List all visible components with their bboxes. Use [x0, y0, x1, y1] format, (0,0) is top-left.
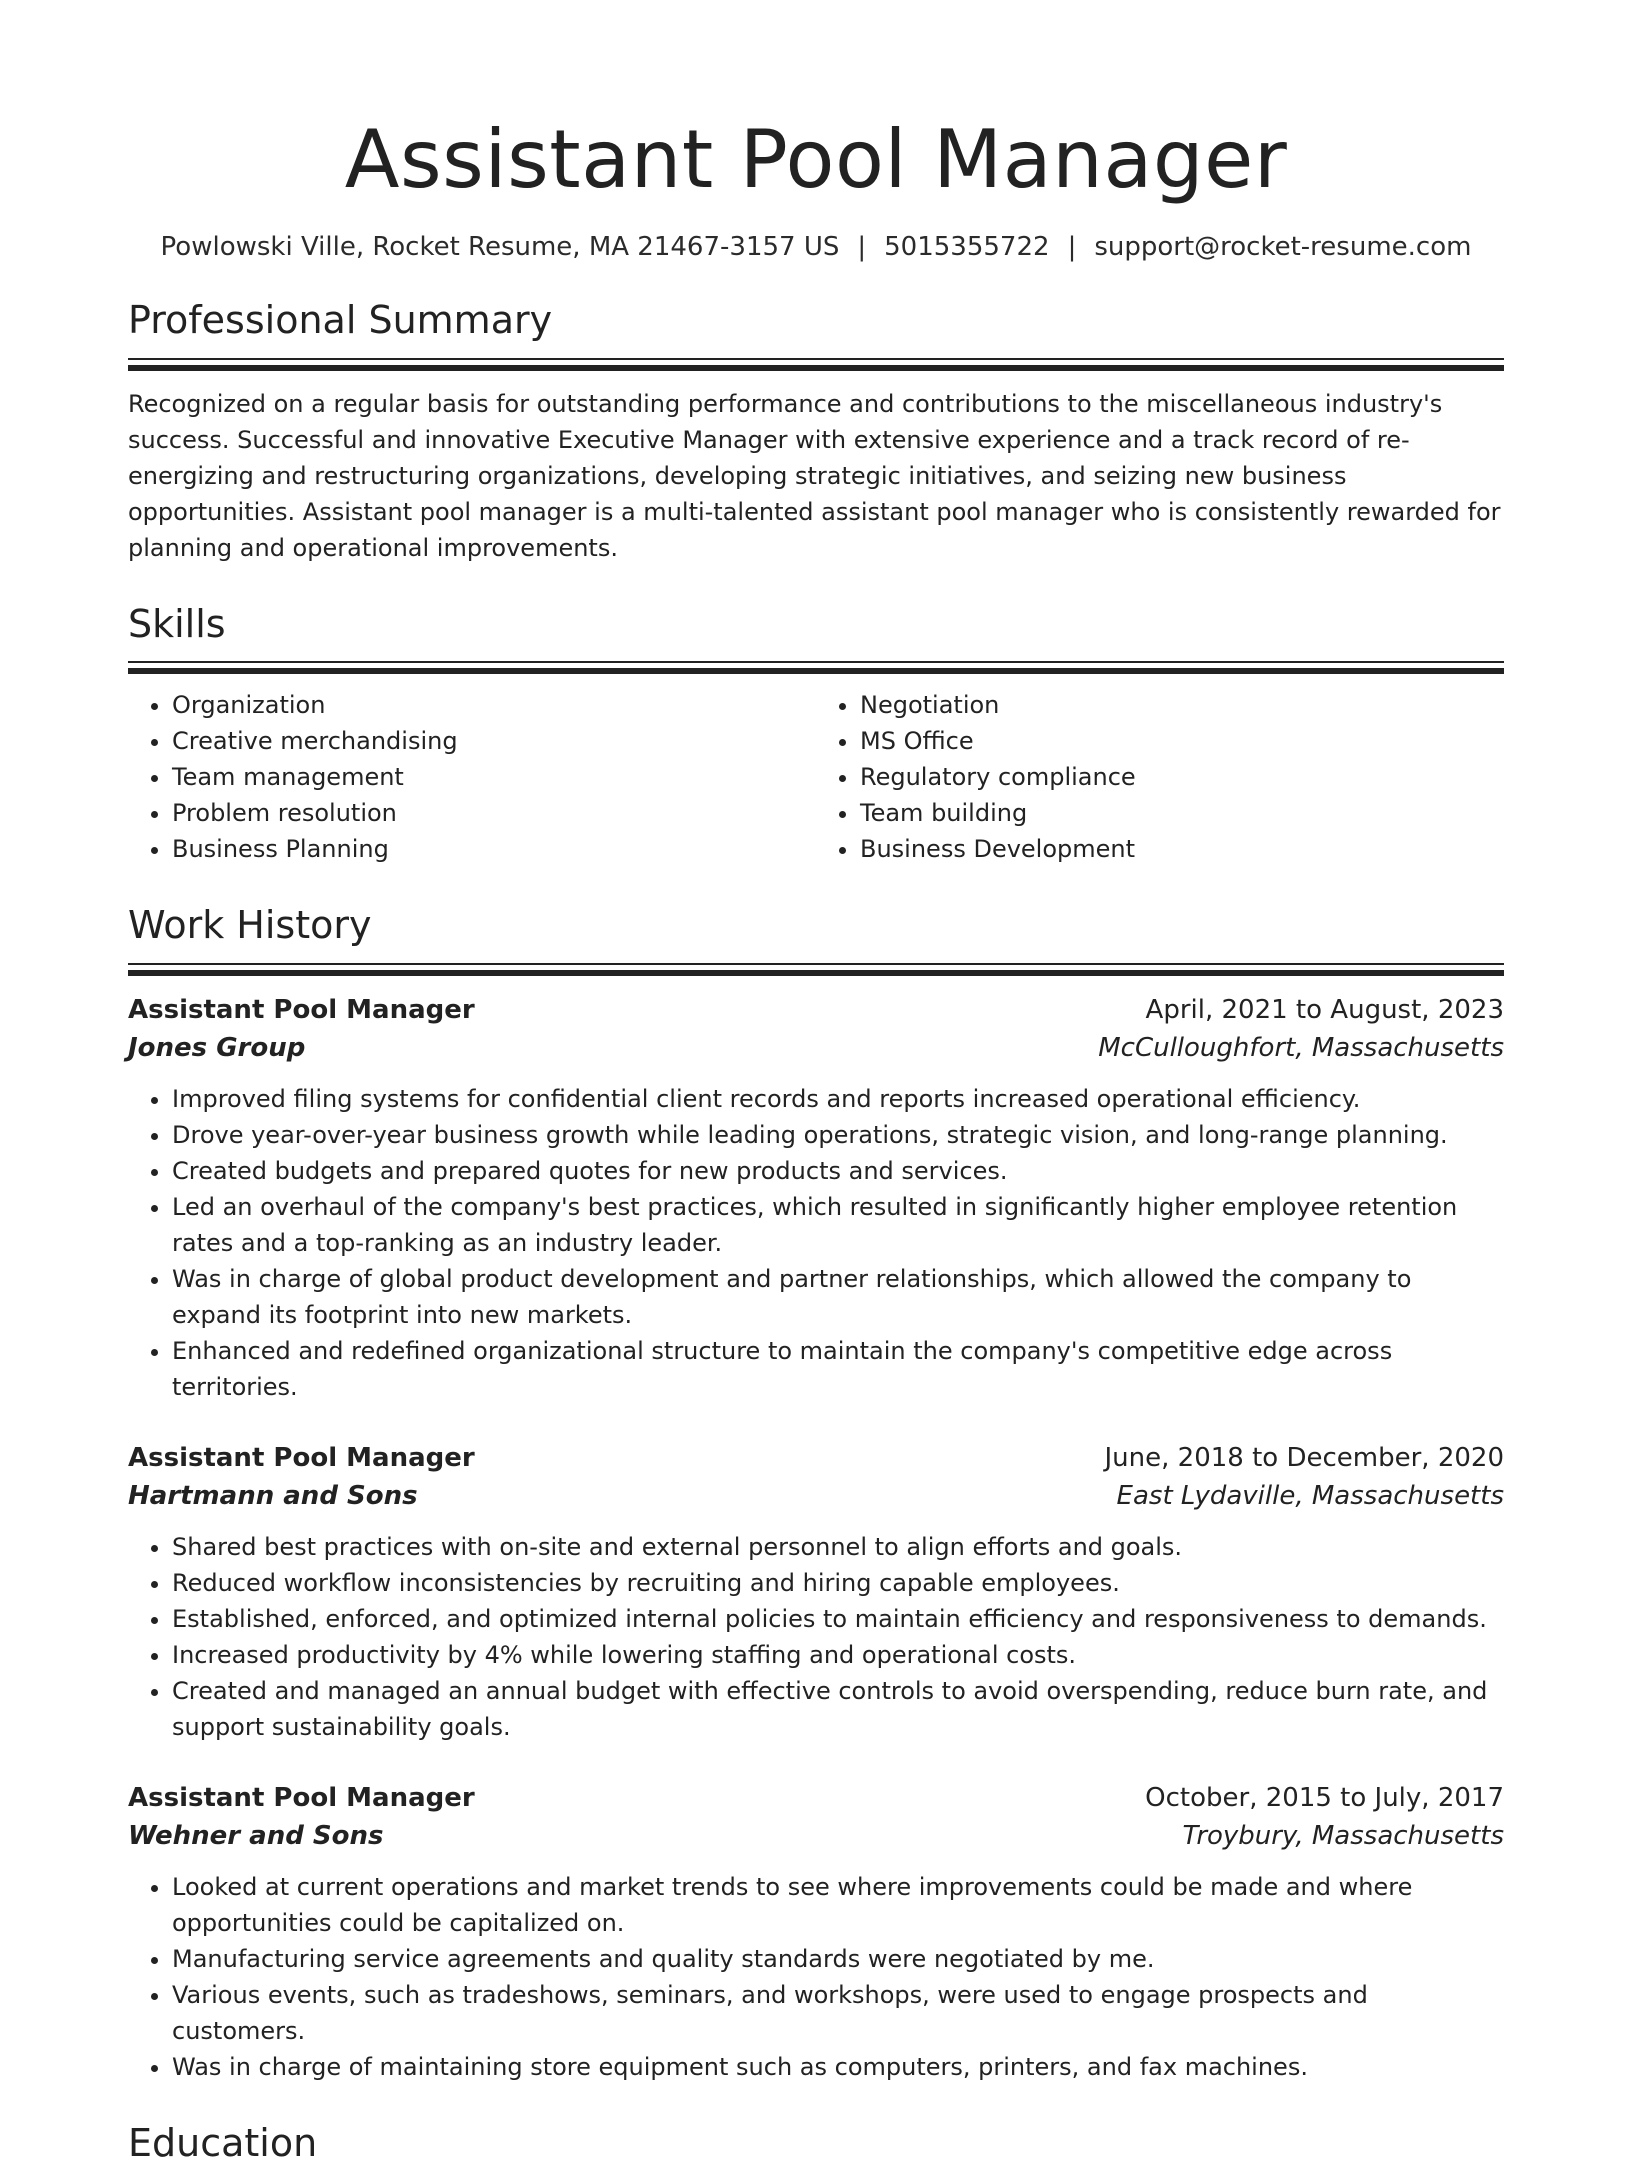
job-bullets	[128, 1869, 1504, 2085]
skill-item: • Regulatory compliance	[860, 759, 1504, 795]
section-divider	[128, 963, 1504, 975]
job-entry	[128, 1439, 1504, 1745]
job-bullet: • Looked at current operations and market trends to see where improvements could be made and where opportunities could be capitalized on.	[172, 1869, 1504, 1941]
job-bullets	[128, 1529, 1504, 1745]
job-bullet: • Shared best practices with on-site and external personnel to align efforts and goals.	[172, 1529, 1504, 1565]
work-section	[128, 903, 1504, 2085]
job-bullet: • Improved filing systems for confidential client records and reports increased operational efficiency.	[172, 1081, 1504, 1117]
job-bullet: • Drove year-over-year business growth while leading operations, strategic vision, and long-range planning.	[172, 1117, 1504, 1153]
contact-separator: |	[857, 232, 867, 262]
section-title-skills: Skills	[128, 601, 226, 646]
skill-item: • Organization	[172, 687, 816, 723]
job-bullet: • Manufacturing service agreements and quality standards were negotiated by me.	[172, 1941, 1504, 1977]
job-bullet: • Increased productivity by 4% while lowering staffing and operational costs.	[172, 1637, 1504, 1673]
job-bullet: • Created budgets and prepared quotes for new products and services.	[172, 1153, 1504, 1189]
job-bullet: • Was in charge of global product development and partner relationships, which allowed the company to expand its footprint into new markets.	[172, 1261, 1504, 1333]
job-entry	[128, 991, 1504, 1405]
job-bullet: • Created and managed an annual budget with effective controls to avoid overspending, reduce burn rate, and support sustainability goals.	[172, 1673, 1504, 1745]
phone: 5015355722	[884, 232, 1050, 262]
candidate-name: Assistant Pool Manager	[344, 113, 1288, 206]
skills-section	[128, 602, 1504, 868]
job-title: Assistant Pool Manager	[128, 1782, 475, 1813]
section-divider	[128, 661, 1504, 673]
skill-item: • Team management	[172, 759, 816, 795]
skill-item: • Creative merchandising	[172, 723, 816, 759]
skill-item: • Business Planning	[172, 831, 816, 867]
job-bullet: • Various events, such as tradeshows, seminars, and workshops, were used to engage prospects and customers.	[172, 1977, 1504, 2049]
skill-item: • Team building	[860, 795, 1504, 831]
address: Powlowski Ville, Rocket Resume, MA 21467-3157 US	[160, 232, 840, 262]
education-section	[128, 2121, 1504, 2167]
skills-columns	[128, 687, 1504, 867]
job-bullet: • Enhanced and redefined organizational structure to maintain the company's competitive edge across territories.	[172, 1333, 1504, 1405]
section-divider	[128, 358, 1504, 370]
job-dates: October, 2015 to July, 2017	[1145, 1782, 1504, 1813]
job-bullet: • Was in charge of maintaining store equipment such as computers, printers, and fax machines.	[172, 2049, 1504, 2085]
job-location: East Lydaville, Massachusetts	[1116, 1480, 1504, 1511]
skill-item: • Negotiation	[860, 687, 1504, 723]
skills-list-right	[816, 687, 1504, 867]
contact-separator: |	[1067, 232, 1077, 262]
job-dates: June, 2018 to December, 2020	[1104, 1442, 1504, 1473]
skill-item: • Problem resolution	[172, 795, 816, 831]
job-bullets	[128, 1081, 1504, 1405]
contact-line	[128, 232, 1504, 262]
job-location: McCulloughfort, Massachusetts	[1098, 1032, 1504, 1063]
job-location: Troybury, Massachusetts	[1182, 1820, 1504, 1851]
job-bullet: • Led an overhaul of the company's best practices, which resulted in significantly higher employee retention rates and a top-ranking as an industry leader.	[172, 1189, 1504, 1261]
email: support@rocket-resume.com	[1094, 232, 1472, 262]
job-company: Hartmann and Sons	[128, 1480, 418, 1511]
job-company: Wehner and Sons	[128, 1820, 384, 1851]
summary-section	[128, 298, 1504, 566]
job-title: Assistant Pool Manager	[128, 994, 475, 1025]
job-entry	[128, 1779, 1504, 2085]
section-title-work: Work History	[128, 903, 372, 948]
job-dates: April, 2021 to August, 2023	[1145, 994, 1504, 1025]
section-title-summary: Professional Summary	[128, 298, 553, 342]
skill-item: • MS Office	[860, 723, 1504, 759]
job-bullet: • Reduced workflow inconsistencies by recruiting and hiring capable employees.	[172, 1565, 1504, 1601]
skill-item: • Business Development	[860, 831, 1504, 867]
section-title-education: Education	[128, 2120, 318, 2165]
job-company: Jones Group	[128, 1032, 306, 1063]
resume-content	[128, 113, 1504, 2180]
skills-list-left	[128, 687, 816, 867]
job-bullet: • Established, enforced, and optimized internal policies to maintain efficiency and responsiveness to demands.	[172, 1601, 1504, 1637]
job-title: Assistant Pool Manager	[128, 1442, 475, 1473]
summary-text: Recognized on a regular basis for outstanding performance and contributions to the miscellaneous industry's success. Successful and innovative Executive Manager with extensive experience and a track record of re-energizing and restructuring organizations, developing strategic initiatives, and seizing new business opportunities. Assistant pool manager is a multi-talented assistant pool manager who is consistently rewarded for planning and operational improvements.	[128, 389, 1501, 562]
